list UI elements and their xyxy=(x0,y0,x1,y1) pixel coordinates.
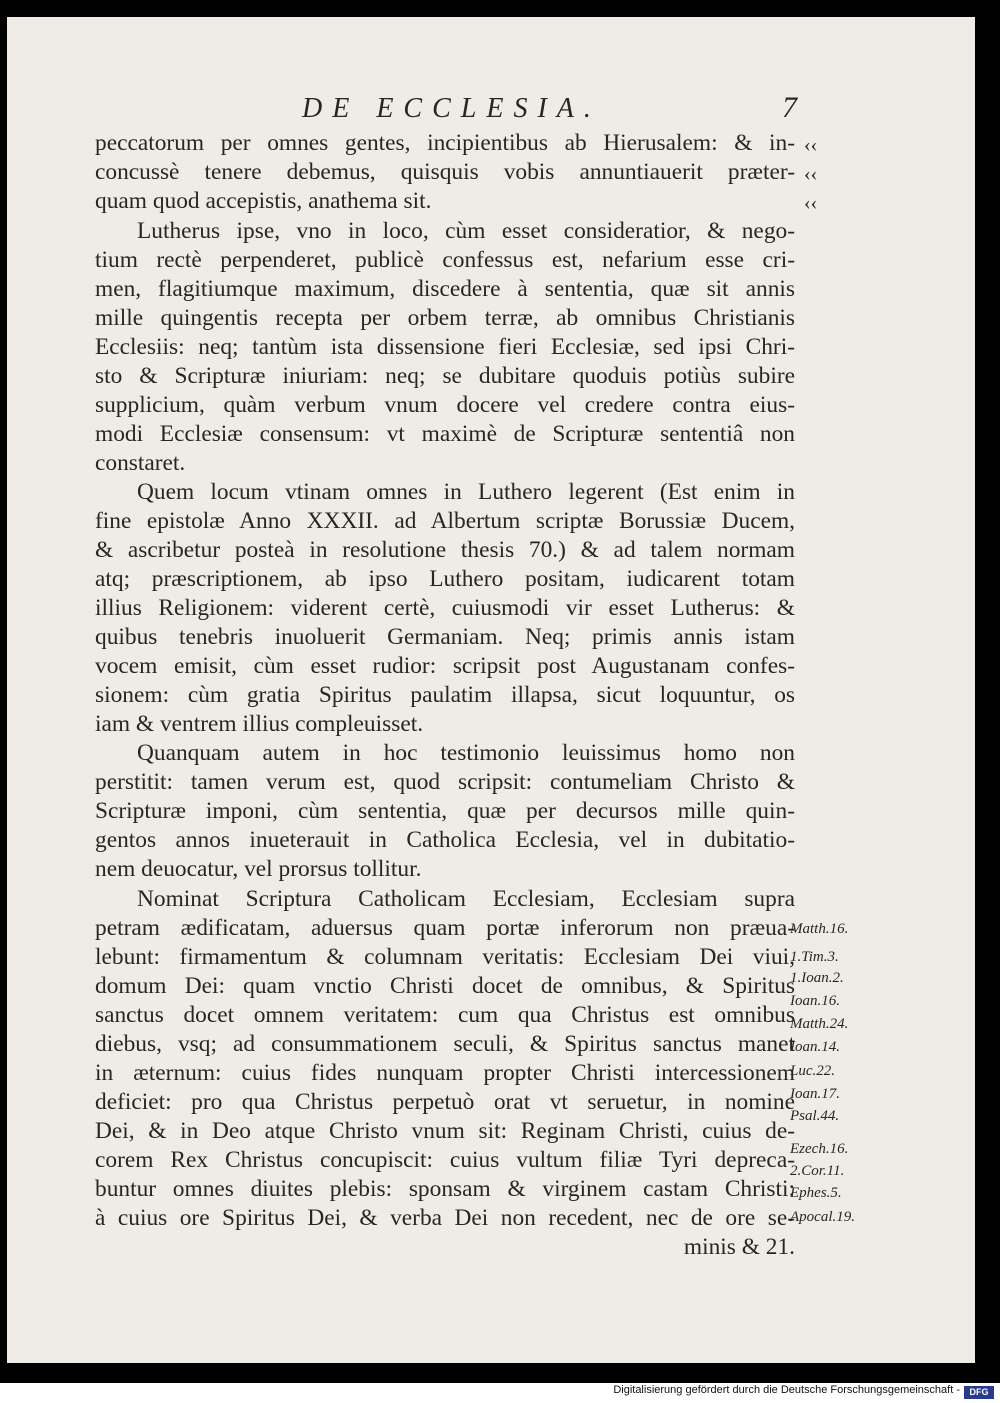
text-line: vocem emisit, cùm esset rudior: scripsit post Augustanam confes- xyxy=(95,653,795,679)
text-line: supplicium, quàm verbum vnum docere vel credere contra eius- xyxy=(95,392,795,418)
running-title: DE ECCLESIA. xyxy=(302,93,601,124)
text-line: gentos annos inueterauit in Catholica Ecclesia, vel in dubitatio- xyxy=(95,827,795,853)
dfg-logo-icon: DFG xyxy=(964,1386,994,1399)
text-line: sto & Scripturæ iniuriam: neq; se dubitare quoduis potiùs subire xyxy=(95,363,795,389)
book-page xyxy=(7,17,975,1363)
text-line: constaret. xyxy=(95,450,186,476)
margin-note: Psal.44. xyxy=(790,1108,840,1124)
quote-mark: ‹‹ xyxy=(804,134,818,156)
quote-mark: ‹‹ xyxy=(804,163,818,185)
margin-note: 1.Tim.3. xyxy=(790,949,839,965)
text-line: Dei, & in Deo atque Christo vnum sit: Reginam Christi, cuius de- xyxy=(95,1118,795,1144)
margin-note: Ezech.16. xyxy=(790,1141,849,1157)
text-line: in æternum: cuius fides nunquam propter Christi intercessionem xyxy=(95,1060,795,1086)
text-line: Quem locum vtinam omnes in Luthero legerent (Est enim in xyxy=(137,479,795,505)
text-line: Ecclesiis: neq; tantùm ista dissensione fieri Ecclesiæ, sed ipsi Chri- xyxy=(95,334,795,360)
text-line: perstitit: tamen verum est, quod scripsit: contumeliam Christo & xyxy=(95,769,795,795)
text-line: Lutherus ipse, vno in loco, cùm esset consideratior, & nego- xyxy=(137,218,795,244)
margin-note: 1.Ioan.2. xyxy=(790,970,844,986)
text-line: lebunt: firmamentum & columnam veritatis: Ecclesiam Dei viui, xyxy=(95,944,795,970)
text-line: Nominat Scriptura Catholicam Ecclesiam, Ecclesiam supra xyxy=(137,886,795,912)
text-line: peccatorum per omnes gentes, incipientibus ab Hierusalem: & in- xyxy=(95,130,795,156)
text-line: concussè tenere debemus, quisquis vobis annuntiauerit præter- xyxy=(95,159,795,185)
margin-note: 2.Cor.11. xyxy=(790,1163,845,1179)
text-line: buntur omnes diuites plebis: sponsam & virginem castam Christi: xyxy=(95,1176,795,1202)
footer-credit: Digitalisierung gefördert durch die Deutsche Forschungsgemeinschaft - xyxy=(613,1384,960,1396)
text-line: Scripturæ imponi, cùm sententia, quæ per decursos mille quin- xyxy=(95,798,795,824)
margin-note: Ephes.5. xyxy=(790,1185,842,1201)
margin-note: Matth.24. xyxy=(790,1016,849,1032)
text-line: quibus tenebris inuoluerit Germaniam. Neq; primis annis istam xyxy=(95,624,795,650)
text-line: modi Ecclesiæ consensum: vt maximè de Scripturæ sententiâ non xyxy=(95,421,795,447)
text-line: minis & 21. xyxy=(683,1234,795,1260)
page-number: 7 xyxy=(782,91,797,124)
text-line: men, flagitiumque maximum, discedere à sententia, quæ sit annis xyxy=(95,276,795,302)
text-line: mille quingentis recepta per orbem terræ, ab omnibus Christianis xyxy=(95,305,795,331)
text-line: diebus, vsq; ad consummationem seculi, & Spiritus sanctus manet xyxy=(95,1031,795,1057)
margin-note: Matth.16. xyxy=(790,921,849,937)
text-line: nem deuocatur, vel prorsus tollitur. xyxy=(95,856,422,882)
text-line: corem Rex Christus concupiscit: cuius vultum filiæ Tyri depreca- xyxy=(95,1147,795,1173)
margin-note: Ioan.14. xyxy=(790,1039,840,1055)
text-line: sanctus docet omnem veritatem: cum qua Christus est omnibus xyxy=(95,1002,795,1028)
text-line: illius Religionem: viderent certè, cuiusmodi vir esset Lutherus: & xyxy=(95,595,795,621)
footer-bar xyxy=(0,1383,1000,1403)
text-line: tium rectè perpenderet, publicè confessus est, nefarium esse cri- xyxy=(95,247,795,273)
text-line: & ascribetur posteà in resolutione thesis 70.) & ad talem normam xyxy=(95,537,795,563)
text-line: domum Dei: quam vnctio Christi docet de omnibus, & Spiritus xyxy=(95,973,795,999)
text-line: à cuius ore Spiritus Dei, & verba Dei non recedent, nec de ore se- xyxy=(95,1205,795,1231)
text-line: quam quod accepistis, anathema sit. xyxy=(95,188,432,214)
margin-note: Luc.22. xyxy=(790,1063,835,1079)
text-line: deficiet: pro qua Christus perpetuò orat vt seruetur, in nomine xyxy=(95,1089,795,1115)
margin-note: Ioan.17. xyxy=(790,1086,840,1102)
text-line: petram ædificatam, aduersus quam portæ inferorum non præua- xyxy=(95,915,795,941)
text-line: iam & ventrem illius compleuisset. xyxy=(95,711,424,737)
margin-note: Ioan.16. xyxy=(790,993,840,1009)
margin-note: Apocal.19. xyxy=(790,1209,855,1225)
quote-mark: ‹‹ xyxy=(804,192,818,214)
text-line: sionem: cùm gratia Spiritus paulatim illapsa, sicut loquuntur, os xyxy=(95,682,795,708)
text-line: fine epistolæ Anno XXXII. ad Albertum scriptæ Borussiæ Ducem, xyxy=(95,508,795,534)
page-header xyxy=(7,93,975,133)
text-line: Quanquam autem in hoc testimonio leuissimus homo non xyxy=(137,740,795,766)
text-line: atq; præscriptionem, ab ipso Luthero positam, iudicarent totam xyxy=(95,566,795,592)
